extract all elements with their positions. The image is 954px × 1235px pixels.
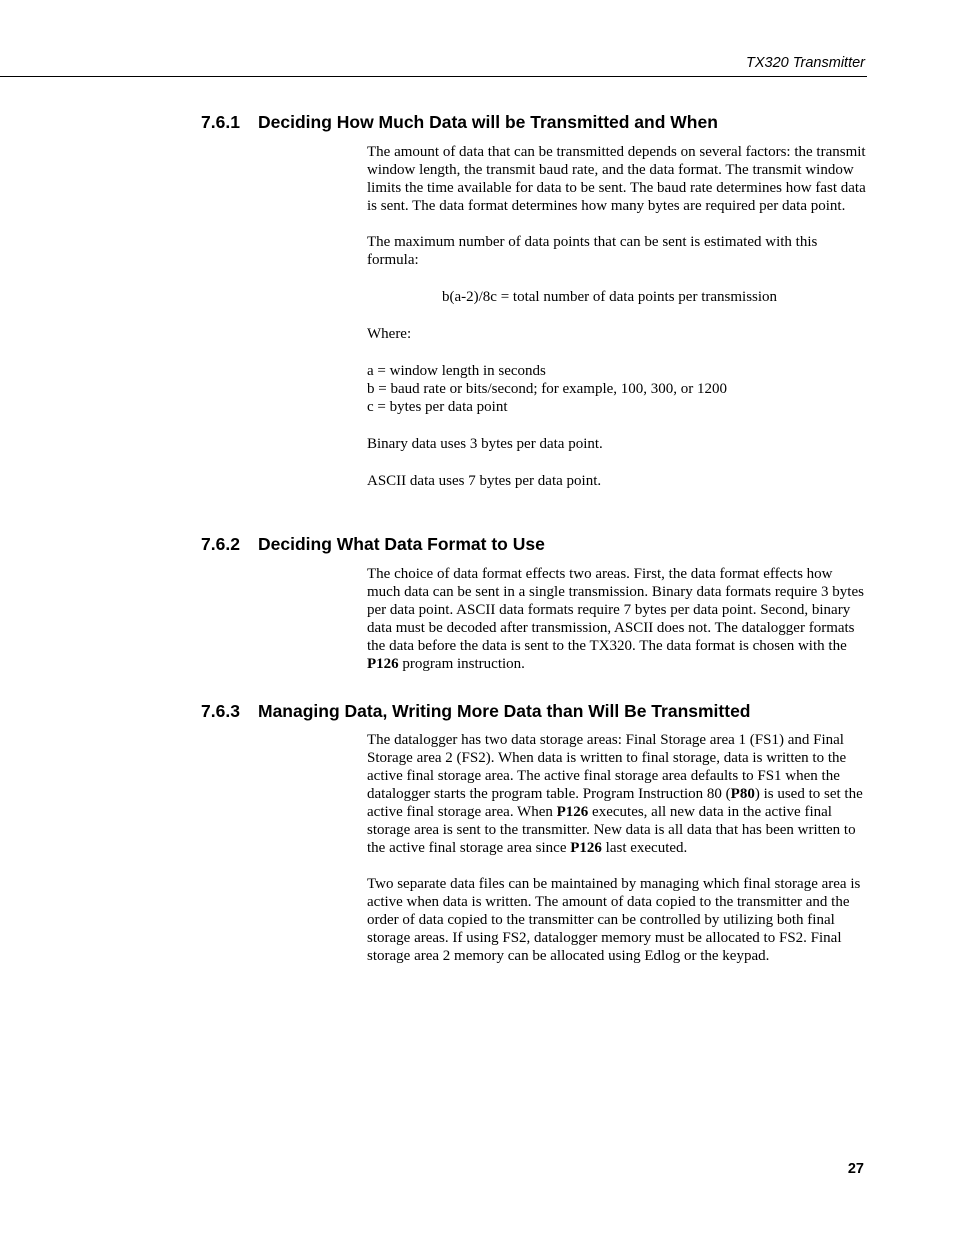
definition-c: c = bytes per data point <box>367 399 508 415</box>
section-number: 7.6.1 <box>201 112 240 132</box>
section-title: Deciding How Much Data will be Transmitted and When <box>258 112 718 132</box>
section-body-7-6-1 <box>367 143 867 490</box>
section-number: 7.6.2 <box>201 534 240 554</box>
data-files-paragraph: Two separate data files can be maintained by managing which final storage area is active when data is written. The amount of data copied to the transmitter and the order of data copied to the transmitter can be controlled by utilizing both final storage areas. If using FS2, datalogger memory must be allocated to FS2. Final storage area 2 memory can be allocated using Edlog or the keypad. <box>367 876 861 964</box>
section-heading-7-6-2 <box>201 534 545 555</box>
formula-intro: The maximum number of data points that can be sent is estimated with this formula: <box>367 234 818 268</box>
binary-note: Binary data uses 3 bytes per data point. <box>367 436 603 452</box>
storage-text-e: last executed. <box>601 840 688 856</box>
section-title: Deciding What Data Format to Use <box>258 534 545 554</box>
section-body-7-6-2 <box>367 565 867 673</box>
instruction-p126: P126 <box>570 840 602 856</box>
ascii-note: ASCII data uses 7 bytes per data point. <box>367 473 602 489</box>
definition-a: a = window length in seconds <box>367 363 546 379</box>
format-paragraph <box>367 565 867 673</box>
section-heading-7-6-3 <box>201 701 751 722</box>
formula: b(a-2)/8c = total number of data points per transmission <box>442 289 778 305</box>
section-number: 7.6.3 <box>201 701 240 721</box>
section-heading-7-6-1 <box>201 112 718 133</box>
intro-paragraph: The amount of data that can be transmitted depends on several factors: the transmit window length, the transmit baud rate, and the data format. The transmit window limits the time available for data to be sent. The baud rate determines how fast data is sent. The data format determines how many bytes are required per data point. <box>367 144 866 214</box>
running-header: TX320 Transmitter <box>746 55 865 71</box>
instruction-p126: P126 <box>556 804 589 820</box>
header-rule <box>0 76 867 77</box>
section-title: Managing Data, Writing More Data than Will Be Transmitted <box>258 701 751 721</box>
instruction-p80: P80 <box>730 786 755 802</box>
storage-paragraph <box>367 731 867 857</box>
format-text-a: The choice of data format effects two areas. First, the data format effects how much data can be sent in a single transmission. Binary data formats require 3 bytes per data point. ASCII data formats require 7 bytes per data point. Second, binary data must be decoded after transmission, ASCII does not. The datalogger formats the data before the data is sent to the TX320. The data format is chosen with the <box>367 566 864 654</box>
instruction-p126: P126 <box>367 656 399 672</box>
section-body-7-6-3 <box>367 731 867 965</box>
where-label: Where: <box>367 326 412 342</box>
format-text-b: program instruction. <box>398 656 525 672</box>
page-number: 27 <box>847 1161 864 1177</box>
storage-text-c: ) is used to set the active final storage area. When <box>367 786 863 820</box>
storage-text-d: executes, all new data in the active final storage area is sent to the transmitter. New data is all data that has been written to the active final storage area since <box>367 804 856 856</box>
storage-text-a: The datalogger has two data storage areas: Final Storage area 1 (FS1) and Final Storage area 2 (FS2). When data is written to final storage, data is written to the active final storage area. The active final storage area defaults to FS1 when the datalogger starts the program table. Program Instruction 80 ( <box>367 732 847 802</box>
definition-b: b = baud rate or bits/second; for example, 100, 300, or 1200 <box>367 381 728 397</box>
